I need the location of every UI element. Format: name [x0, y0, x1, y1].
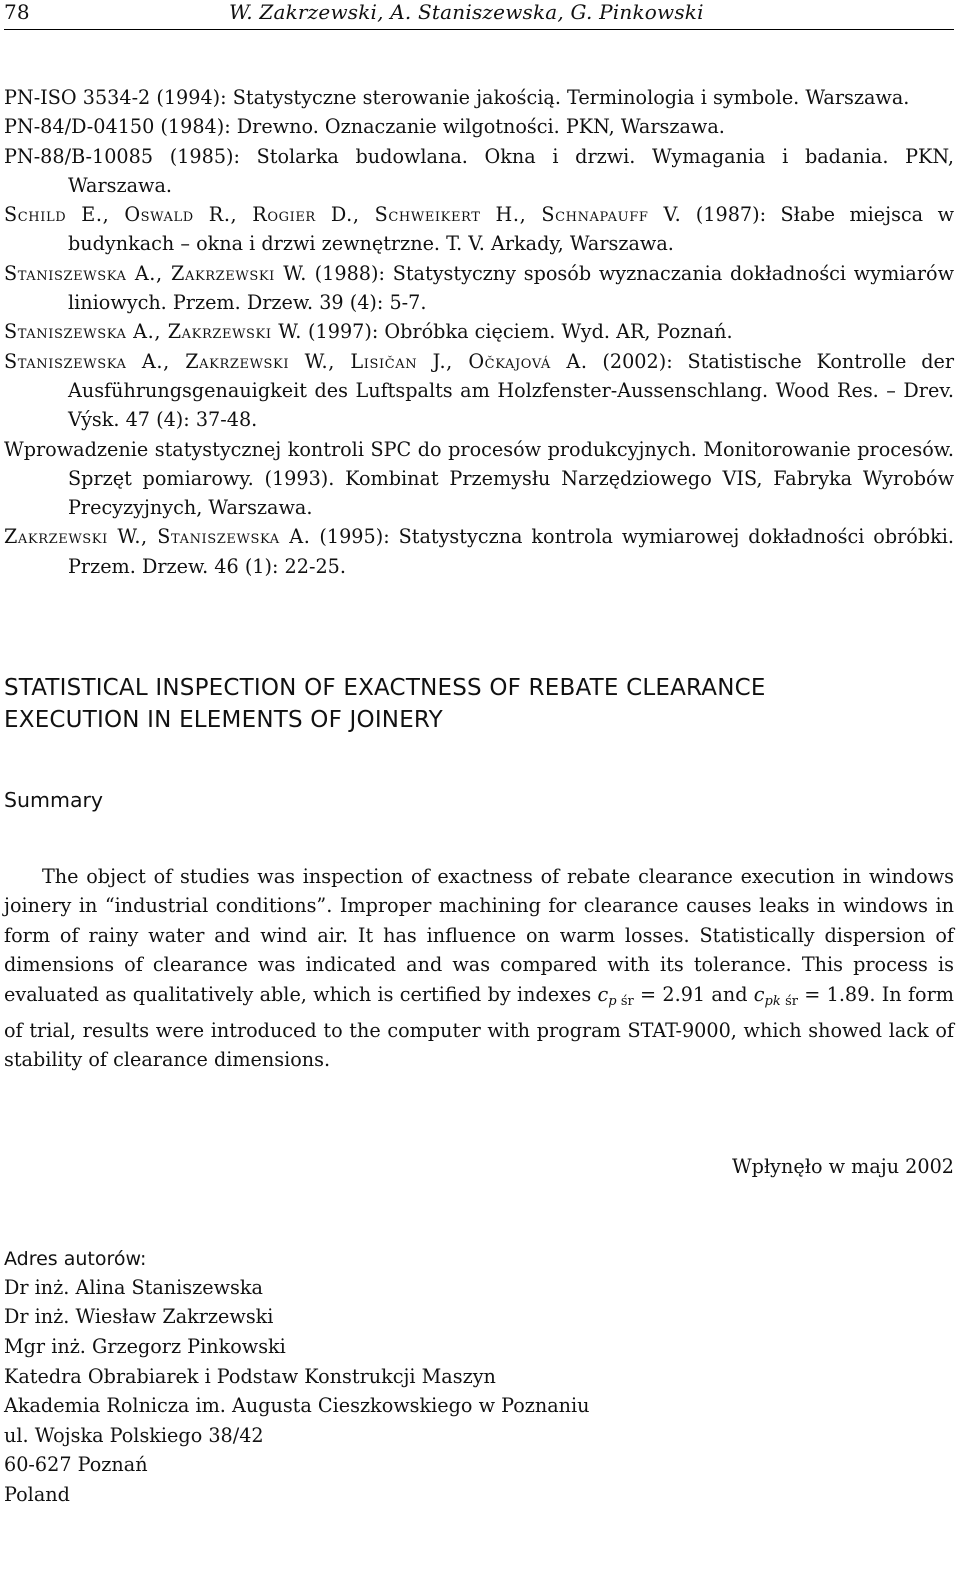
summary-heading: Summary [4, 788, 104, 813]
reference-item: PN-88/B-10085 (1985): Stolarka budowlana. Okna i drzwi. Wymagania i badania. PKN, Warszawa. [4, 144, 954, 197]
address-line: Dr inż. Alina Staniszewska [4, 1275, 263, 1299]
header-rule [4, 29, 954, 30]
reference-authors: Staniszewska A., Zakrzewski W., Lisičan J., Očkajová A. [4, 349, 588, 373]
reference-authors: Staniszewska A., Zakrzewski W. [4, 261, 307, 285]
address-line: Poland [4, 1483, 70, 1507]
reference-item: Wprowadzenie statystycznej kontroli SPC do procesów produkcyjnych. Monitorowanie procesów. Sprzęt pomiarowy. (1993). Kombinat Przemysłu Narzędziowego VIS, Fabryka Wyrobów Precyzyjnych, Warszawa. [4, 437, 954, 520]
reference-item: Zakrzewski W., Staniszewska A. (1995): Statystyczna kontrola wymiarowej dokładności obróbki. Przem. Drzew. 46 (1): 22-25. [4, 525, 954, 578]
running-head [4, 0, 954, 26]
reference-authors: Staniszewska A., Zakrzewski W. [4, 320, 302, 344]
address-line: Katedra Obrabiarek i Podstaw Konstrukcji Maszyn [4, 1364, 496, 1388]
reference-item: Staniszewska A., Zakrzewski W. (1997): Obróbka cięciem. Wyd. AR, Poznań. [4, 320, 733, 344]
address-heading: Adres autorów: [4, 1247, 147, 1270]
running-head-authors: W. Zakrzewski, A. Staniszewska, G. Pinkowski [229, 0, 704, 24]
address-line: Mgr inż. Grzegorz Pinkowski [4, 1335, 286, 1359]
received-date: Wpłynęło w maju 2002 [731, 1154, 954, 1178]
address-line: 60-627 Poznań [4, 1453, 148, 1477]
reference-authors: Zakrzewski W., Staniszewska A. [4, 525, 311, 549]
summary-text: The object of studies was inspection of exactness of rebate clearance execution in windows joinery in “industrial conditions”. Improper machining for clearance causes leaks in windows in form of rainy water and wind air. It has influence on warm losses. Statistically dispersion of dimensions of clearance was indicated and was compared with its tolerance. This process is evaluated as qualitatively able, which is certified by indexes $c_{p śr} = 2.91$ and $c_{pk śr} = 1.89$. In form of trial, results were introduced to the computer with program STAT-9000, which showed lack of stability of clearance dimensions. [4, 865, 954, 1072]
page [4, 0, 954, 1510]
page-number: 78 [4, 0, 30, 24]
address-line: ul. Wojska Polskiego 38/42 [4, 1423, 264, 1447]
reference-item: Staniszewska A., Zakrzewski W., Lisičan J., Očkajová A. (2002): Statistische Kontrolle der Ausführungsgenauigkeit des Luftspalts am Holzfenster-Aussenschlang. Wood Res. – Drev. Výsk. 47 (4): 37-48. [4, 349, 954, 432]
address-line: Akademia Rolnicza im. Augusta Cieszkowskiego w Poznaniu [4, 1394, 590, 1418]
reference-item: PN-84/D-04150 (1984): Drewno. Oznaczanie wilgotności. PKN, Warszawa. [4, 115, 725, 139]
reference-item: Staniszewska A., Zakrzewski W. (1988): Statystyczny sposób wyznaczania dokładności wymiarów liniowych. Przem. Drzew. 39 (4): 5-7. [4, 261, 954, 315]
author-address [4, 1273, 954, 1510]
reference-authors: Schild E., Oswald R., Rogier D., Schweikert H., Schnapauff V. [4, 203, 682, 227]
english-title: STATISTICAL INSPECTION OF EXACTNESS OF REBATE CLEARANCE EXECUTION IN ELEMENTS OF JOINERY [4, 675, 766, 734]
reference-item: Schild E., Oswald R., Rogier D., Schweikert H., Schnapauff V. (1987): Słabe miejsca w budynkach – okna i drzwi zewnętrzne. T. V. Arkady, Warszawa. [4, 203, 954, 256]
references-list [4, 83, 954, 581]
reference-item: PN-ISO 3534-2 (1994): Statystyczne sterowanie jakością. Terminologia i symbole. Warszawa. [4, 86, 910, 109]
address-line: Dr inż. Wiesław Zakrzewski [4, 1305, 274, 1329]
